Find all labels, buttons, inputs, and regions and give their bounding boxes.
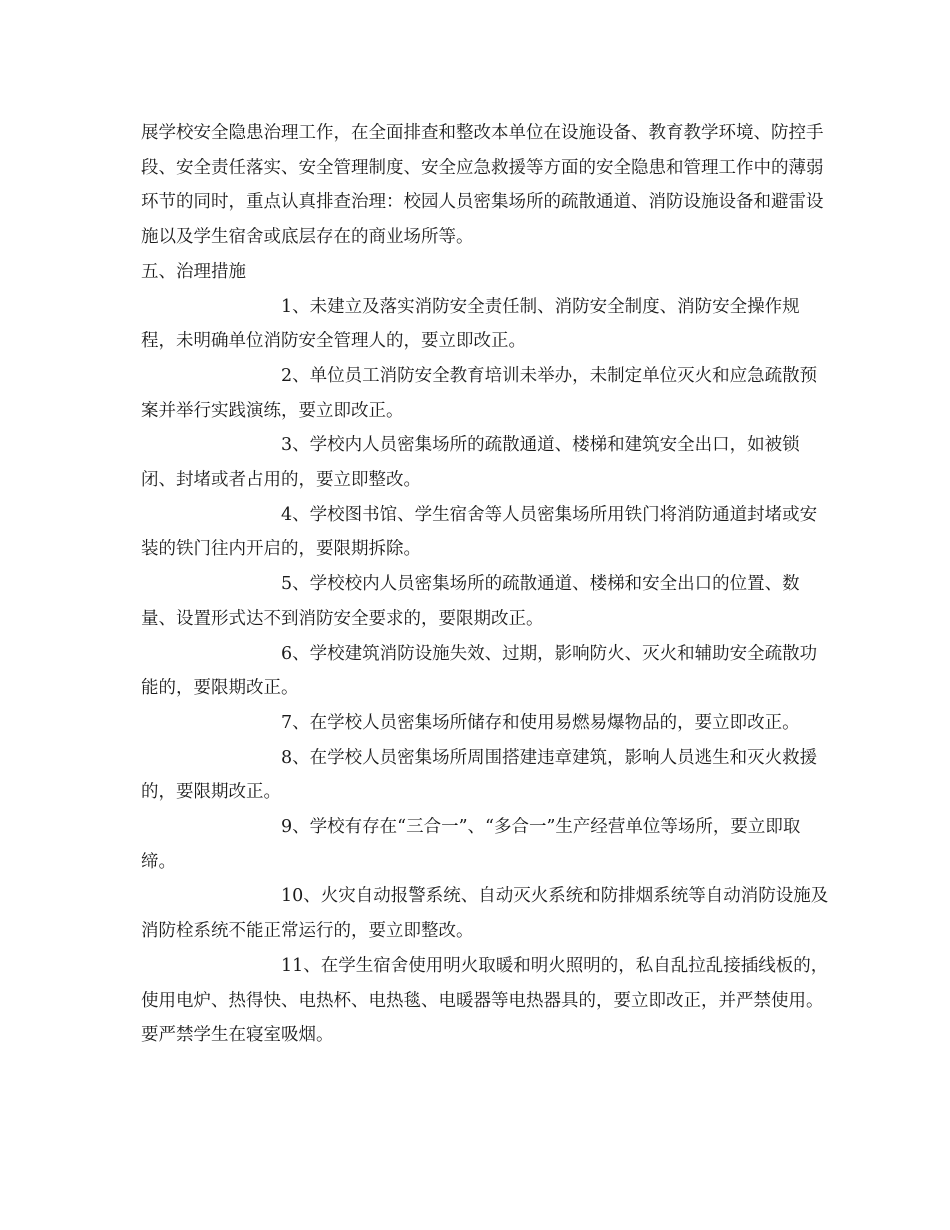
measure-item: 7、在学校人员密集场所储存和使用易燃易爆物品的，要立即改正。 bbox=[281, 712, 800, 733]
measure-item: 10、火灾自动报警系统、自动灭火系统和防排烟系统等自动消防设施及消防栓系统不能正常运行的，要立即整改。 bbox=[141, 886, 829, 942]
measure-item: 3、学校内人员密集场所的疏散通道、楼梯和建筑安全出口，如被锁闭、封堵或者占用的，要立即整改。 bbox=[141, 435, 800, 491]
measure-item: 1、未建立及落实消防安全责任制、消防安全制度、消防安全操作规程，未明确单位消防安全管理人的，要立即改正。 bbox=[141, 296, 800, 352]
measure-item: 8、在学校人员密集场所周围搭建违章建筑，影响人员逃生和灭火救援的，要限期改正。 bbox=[141, 747, 818, 803]
measure-item: 6、学校建筑消防设施失效、过期，影响防火、灭火和辅助安全疏散功能的，要限期改正。 bbox=[141, 643, 818, 699]
document-body bbox=[141, 116, 831, 1053]
measure-item: 4、学校图书馆、学生宿舍等人员密集场所用铁门将消防通道封堵或安装的铁门往内开启的，要限期拆除。 bbox=[141, 504, 818, 560]
measure-item: 5、学校校内人员密集场所的疏散通道、楼梯和安全出口的位置、数量、设置形式达不到消防安全要求的，要限期改正。 bbox=[141, 574, 800, 629]
section-heading: 五、治理措施 bbox=[141, 261, 246, 282]
measure-item: 11、在学生宿舍使用明火取暖和明火照明的，私自乱拉乱接插线板的，使用电炉、热得快、电热杯、电热毯、电暖器等电热器具的，要立即改正，并严禁使用。要严禁学生在寝室吸烟。 bbox=[141, 955, 829, 1046]
intro-paragraph: 展学校安全隐患治理工作，在全面排查和整改本单位在设施设备、教育教学环境、防控手段、安全责任落实、安全管理制度、安全应急救援等方面的安全隐患和管理工作中的薄弱环节的同时，重点认真排查治理：校园人员密集场所的疏散通道、消防设施设备和避雷设施以及学生宿舍或底层存在的商业场所等。 bbox=[141, 123, 824, 248]
measure-item: 9、学校有存在“三合一”、“多合一”生产经营单位等场所，要立即取缔。 bbox=[141, 817, 801, 872]
measure-item: 2、单位员工消防安全教育培训未举办，未制定单位灭火和应急疏散预案并举行实践演练，要立即改正。 bbox=[141, 365, 818, 421]
